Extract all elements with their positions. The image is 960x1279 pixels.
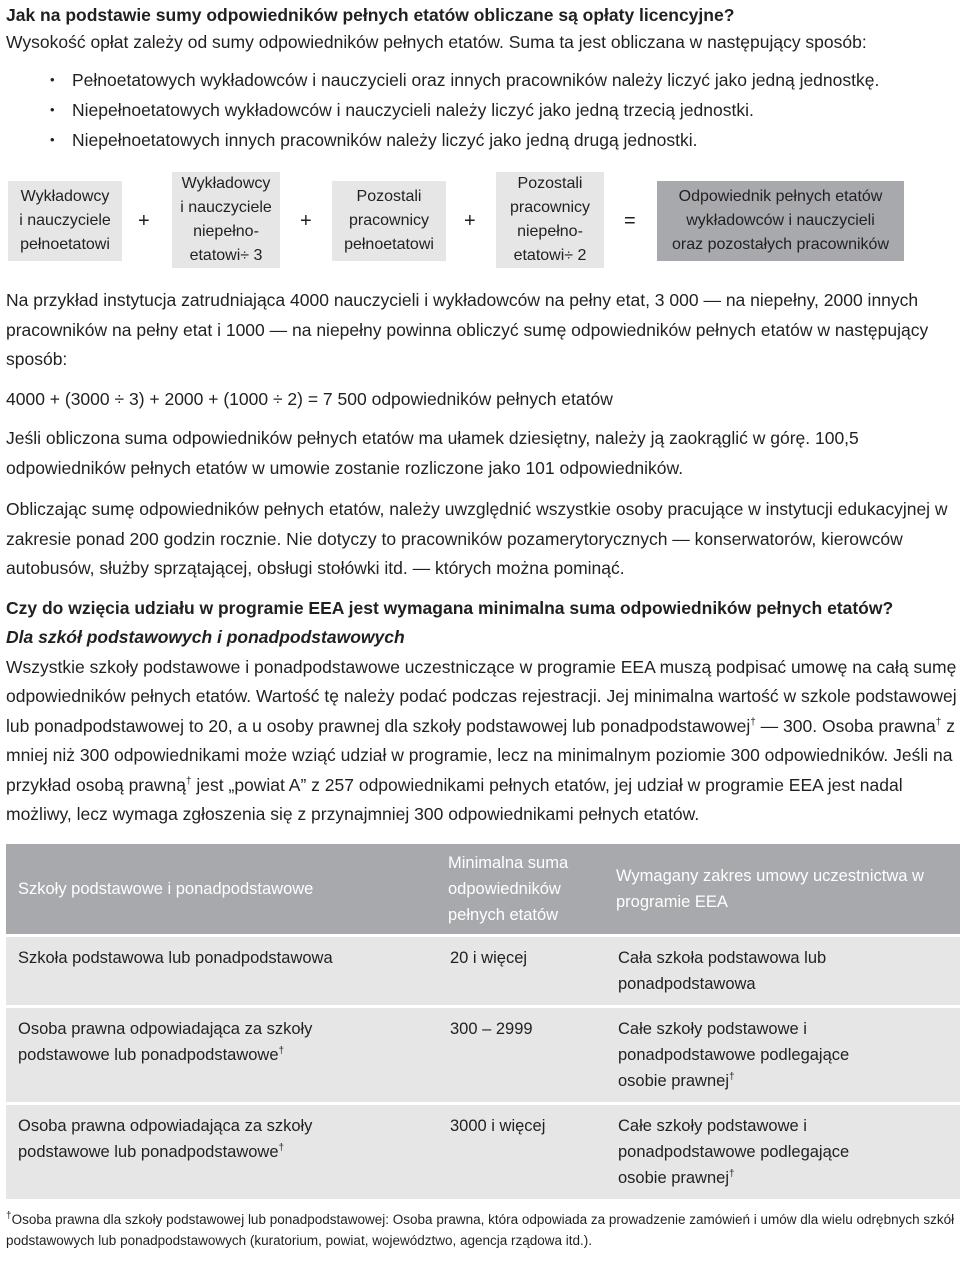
- dagger-footnote-mark: †: [750, 716, 756, 728]
- list-item: • Niepełnoetatowych wykładowców i nauczycieli należy liczyć jako jedną trzecią jednostki.: [6, 95, 958, 125]
- table-cell: Szkoła podstawowa lub ponadpodstawowa: [6, 935, 438, 1006]
- intro-paragraph: Wysokość opłat zależy od sumy odpowiedników pełnych etatów. Suma ta jest obliczana w następujący sposób:: [6, 32, 867, 52]
- box-line: Pozostali: [517, 175, 583, 192]
- table-row: [6, 1103, 960, 1199]
- calculation-example: 4000 + (3000 ÷ 3) + 2000 + (1000 ÷ 2) = 7 500 odpowiedników pełnych etatów: [6, 388, 613, 409]
- dagger-footnote-mark: †: [278, 1045, 285, 1056]
- dagger-footnote-mark: †: [278, 1142, 285, 1153]
- cell-text: Całe szkoły podstawowe i ponadpodstawowe podlegające osobie prawnej: [618, 1116, 850, 1187]
- plus-sign: +: [464, 210, 476, 232]
- formula-box-fulltime-staff: [332, 181, 446, 261]
- subheading-schools: Dla szkół podstawowych i ponadpodstawowych: [6, 627, 405, 647]
- table-cell: [6, 1103, 438, 1199]
- box-line: etatowi÷ 3: [189, 247, 263, 264]
- table-cell: 300 – 2999: [438, 1006, 606, 1103]
- minimum-fte-table: [6, 844, 960, 1199]
- fte-formula-diagram: [6, 164, 958, 278]
- counting-rules-list: [6, 65, 958, 155]
- table-row: [6, 935, 960, 1006]
- equals-sign: =: [624, 210, 636, 232]
- cell-text: Całe szkoły podstawowe i ponadpodstawowe podlegające osobie prawnej: [618, 1019, 850, 1090]
- box-line: oraz pozostałych pracowników: [672, 236, 889, 253]
- rounding-paragraph: Jeśli obliczona suma odpowiedników pełnych etatów ma ułamek dziesiętny, należy ją zaokrąglić w górę. 100,5 odpowiedników pełnych etatów w umowie zostanie rozliczone jako 101 odpowiedników.: [6, 428, 859, 478]
- list-item: • Pełnoetatowych wykładowców i nauczycieli oraz innych pracowników należy liczyć jako jedną jednostkę.: [6, 65, 958, 95]
- text-run: Wszystkie szkoły podstawowe i ponadpodstawowe uczestniczące w programie EEA muszą podpisać umowę na całą sumę odpowiedników pełnych etatów. Wartość tę należy podać podczas rejestracji. Jej minimalna wartość w szkole podstawowej lub ponadpodstawowej to 20, a u osoby prawnej dla szkoły podstawowej lub ponadpodstawowej: [6, 656, 957, 736]
- document-page: [6, 0, 958, 1251]
- box-line: pełnoetatowi: [344, 236, 434, 253]
- heading-minimum-fte: Czy do wzięcia udziału w programie EEA jest wymagana minimalna suma odpowiedników pełnych etatów?: [6, 597, 894, 618]
- box-line: i nauczyciele: [180, 199, 272, 216]
- dagger-footnote-mark: †: [729, 1071, 735, 1082]
- column-header: Wymagany zakres umowy uczestnictwa w programie EEA: [606, 844, 960, 936]
- table-header-row: [6, 844, 960, 936]
- cell-text: Osoba prawna odpowiadająca za szkoły podstawowe lub ponadpodstawowe: [18, 1019, 313, 1064]
- box-line: pełnoetatowi: [20, 236, 110, 253]
- table-cell: 3000 i więcej: [438, 1103, 606, 1199]
- box-line: niepełno-: [517, 223, 583, 240]
- table-row: [6, 1006, 960, 1103]
- table-cell: Cała szkoła podstawowa lub ponadpodstawowa: [606, 935, 960, 1006]
- column-header: Szkoły podstawowe i ponadpodstawowe: [6, 844, 438, 936]
- dagger-footnote-mark: †: [185, 775, 192, 787]
- text-run: — 300. Osoba prawna: [755, 715, 936, 736]
- text-run: jest „powiat A” z 257 odpowiednikami pełnych etatów, jej udział w programie EEA jest nadal możliwy, lecz wymaga zgłoszenia się z przynajmniej 300 odpowiednikami pełnych etatów.: [6, 774, 903, 824]
- inclusion-paragraph: Obliczając sumę odpowiedników pełnych etatów, należy uwzględnić wszystkie osoby pracujące w instytucji edukacyjnej w zakresie ponad 200 godzin rocznie. Nie dotyczy to pracowników pozamerytorycznych — konserwatorów, kierowców autobusów, służby sprzątającej, obsługi stołówki itd. — których można pominąć.: [6, 499, 948, 578]
- table-cell: [606, 1006, 960, 1103]
- formula-box-parttime-staff: [496, 172, 604, 268]
- table-cell: 20 i więcej: [438, 935, 606, 1006]
- text-run: z mniej niż 300 odpowiednikami może wziąć udział w programie, lecz na minimalnym poziomie 300 odpowiedników. Jeśli na przykład osobą prawną: [6, 715, 955, 795]
- schools-paragraph: [6, 653, 958, 830]
- box-line: wykładowców i nauczycieli: [686, 212, 875, 229]
- formula-box-fulltime-lecturers: [8, 181, 122, 261]
- column-header: Minimalna suma odpowiedników pełnych etatów: [438, 844, 606, 936]
- box-line: niepełno-: [193, 223, 259, 240]
- box-line: etatowi÷ 2: [513, 247, 587, 264]
- box-line: i nauczyciele: [19, 212, 111, 229]
- cell-text: Osoba prawna odpowiadająca za szkoły podstawowe lub ponadpodstawowe: [18, 1116, 313, 1161]
- footnote-text: Osoba prawna dla szkoły podstawowej lub ponadpodstawowej: Osoba prawna, która odpowiada za prowadzenie zamówień i umów dla wielu odrębnych szkół podstawowych lub ponadpodstawowych (kuratorium, powiat, województwo, agencja rządowa itd.).: [6, 1211, 955, 1248]
- box-line: Wykładowcy: [20, 188, 110, 205]
- box-line: pracownicy: [509, 199, 591, 216]
- dagger-footnote-mark: †: [935, 716, 942, 728]
- table-cell: [6, 1006, 438, 1103]
- list-item: • Niepełnoetatowych innych pracowników należy liczyć jako jedną drugą jednostki.: [6, 125, 958, 155]
- plus-sign: +: [138, 210, 150, 232]
- formula-result-box: [657, 181, 904, 261]
- heading-license-fees: Jak na podstawie sumy odpowiedników pełnych etatów obliczane są opłaty licencyjne?: [6, 5, 735, 25]
- box-line: pracownicy: [348, 212, 430, 229]
- plus-sign: +: [300, 210, 312, 232]
- footnote: [6, 1209, 958, 1251]
- box-line: Wykładowcy: [181, 175, 271, 192]
- box-line: Pozostali: [356, 188, 422, 205]
- table-cell: [606, 1103, 960, 1199]
- box-line: Odpowiednik pełnych etatów: [678, 188, 883, 205]
- example-paragraph: Na przykład instytucja zatrudniająca 4000 nauczycieli i wykładowców na pełny etat, 3 000 — na niepełny, 2000 innych pracowników na pełny etat i 1000 — na niepełny powinna obliczyć sumę odpowiedników pełnych etatów w następujący sposób:: [6, 290, 929, 369]
- formula-box-parttime-lecturers: [172, 172, 280, 268]
- dagger-footnote-mark: †: [6, 1210, 12, 1221]
- dagger-footnote-mark: †: [729, 1168, 735, 1179]
